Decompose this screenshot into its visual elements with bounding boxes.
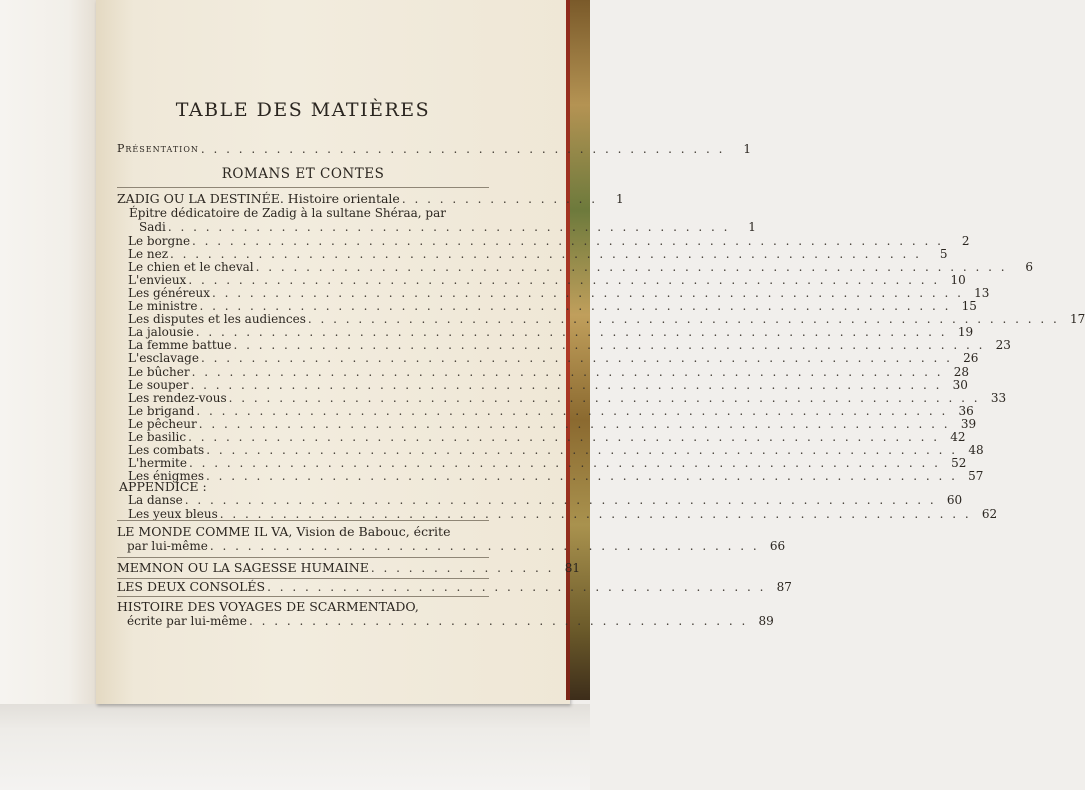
divider	[117, 596, 489, 597]
dot-leader: . . . . . . . . . . . . . . . . . . . . . . . . . . . . . . . . . . . . . . . . . . . .	[209, 539, 760, 553]
toc-chapter-entry	[128, 338, 1011, 353]
dot-leader: . . . . . . . . . . . . . . . .	[401, 192, 598, 206]
toc-entry-memnon	[117, 560, 580, 575]
dot-leader: . . . . . . . . . . . . . . . . . . . . . . . . . . . . . . . . . . . . . . . . . . . . . . . . . . . . . . . . . . . .	[206, 442, 958, 457]
chapter-page: 60	[946, 493, 963, 507]
chapter-page: 48	[968, 442, 984, 457]
chapter-label: Le nez	[128, 247, 169, 262]
dot-leader: . . . . . . . . . . . . . . . . . . . . . . . . . . . . . . . . . . . . . . . . . . . . . . . . . . . . . . . . . . . .	[212, 286, 964, 301]
chapter-page: 17	[1070, 312, 1085, 327]
entry-label: écrite par lui-même	[127, 614, 247, 628]
toc-chapter-entry	[128, 260, 1034, 275]
toc-chapter-entry	[128, 299, 977, 314]
appendice-heading: APPENDICE :	[119, 479, 207, 494]
chapter-page: 23	[995, 338, 1011, 353]
divider	[117, 520, 489, 521]
toc-chapter-entry	[128, 312, 1085, 327]
chapter-page: 15	[961, 299, 977, 314]
page-title: TABLE DES MATIÈRES	[175, 99, 431, 121]
chapter-label: Le souper	[128, 377, 189, 392]
dot-leader: . . . . . . . . . . . . . . . . . . . . . . . . . . . . . . . . . . . . . . . . . . . . . . . . . . . . . . . . . . . .	[219, 506, 972, 521]
dot-leader: . . . . . . . . . . . . . . . . . . . . . . . . . . . . . . . . . . . . . . . . . . . . . . . . . . . . . . . . . . . .	[196, 403, 948, 418]
toc-chapter-entry	[128, 273, 966, 288]
chapter-page: 36	[958, 403, 974, 418]
chapter-label: Le basilic	[128, 429, 187, 444]
dot-leader: . . . . . . . . . . . . . . . . . . . . . . . . . . . . . . . . . . . . . . . . . . . . .	[167, 220, 730, 234]
chapter-label: Les rendez-vous	[128, 390, 227, 405]
toc-chapter-entry	[128, 286, 990, 301]
chapter-label: L'envieux	[128, 273, 187, 288]
toc-chapter-entry	[128, 351, 979, 366]
toc-chapter-entry	[128, 416, 977, 431]
toc-entry-epitre-line1: Épitre dédicatoire de Zadig à la sultane Shéraa, par	[129, 206, 446, 220]
dot-leader: . . . . . . . . . . . . . . . . . . . . . . . . . . . . . . . . . . . . . . . . . . . . . . . . . . . . . . . . . . . .	[192, 234, 944, 248]
left-page	[0, 0, 98, 712]
dot-leader: . . . . . . . . . . . . . . . . . . . . . . . . . . . . . . . . . . . . . . . . . . . . . . . . . . . . . . . . . . . .	[255, 260, 1008, 275]
dot-leader: . . . . . . . . . . . . . . . . . . . . . . . . . . . . . . . . . . . . . . . .	[248, 614, 748, 628]
toc-chapter-entry	[128, 429, 966, 444]
divider	[117, 557, 489, 558]
chapter-label: L'esclavage	[128, 351, 199, 366]
dot-leader: . . . . . . . . . . . . . . . . . . . . . . . . . . . . . . . . . . . . . . . . . . . . . . . . . . . . . . . . . . . .	[195, 325, 948, 340]
entry-label: LES DEUX CONSOLÉS	[117, 579, 266, 594]
chapter-label: Le pêcheur	[128, 416, 197, 431]
chapter-label: Le borgne	[128, 234, 191, 248]
toc-entry-presentation	[117, 142, 751, 156]
chapter-page: 42	[950, 429, 966, 444]
chapter-label: La femme battue	[128, 338, 232, 353]
dot-leader: . . . . . . . . . . . . . . . . . . . . . . . . . . . . . . . . . . . . . . . . . . . . . . . . . . . . . . . . . . . .	[198, 416, 951, 431]
chapter-page: 5	[939, 247, 948, 262]
entry-label: Sadi	[139, 220, 166, 234]
dot-leader: . . . . . . . . . . . . . . . . . . . . . . . . . . . . . . . . . . . . . . . . . . . . . . . . . . . . . . . . . . . .	[188, 273, 940, 288]
chapter-label: Les énigmes	[128, 468, 205, 483]
dot-leader: . . . . . . . . . . . . . . . . . . . . . . . . . . . . . . . . . . . . . . . .	[267, 580, 766, 594]
dot-leader: . . . . . . . . . . . . . . .	[370, 561, 554, 575]
table-surface	[0, 704, 590, 790]
section-rule	[117, 187, 489, 188]
entry-page: 81	[564, 561, 580, 575]
dot-leader: . . . . . . . . . . . . . . . . . . . . . . . . . . . . . . . . . . . . . . . . . . . . . . . . . . . . . . . . . . . .	[200, 351, 953, 366]
toc-entry-monde	[127, 539, 786, 553]
chapter-label: Les yeux bleus	[128, 506, 218, 521]
entry-page: 1	[743, 142, 751, 156]
chapter-page: 52	[951, 455, 967, 470]
dot-leader: . . . . . . . . . . . . . . . . . . . . . . . . . . . . . . . . . . . . . . . . . . . . . . . . . . . . . . . . . . . .	[188, 455, 941, 470]
dot-leader: . . . . . . . . . . . . . . . . . . . . . . . . . . . . . . . . . . . . . . . . . . . . . . . . . . . . . . . . . . . .	[190, 377, 942, 392]
toc-chapter-entry	[128, 506, 998, 521]
chapter-label: Les disputes et les audiences	[128, 312, 306, 327]
chapter-page: 26	[963, 351, 979, 366]
chapter-page: 19	[957, 325, 974, 340]
toc-chapter-entry	[128, 493, 963, 507]
dot-leader: . . . . . . . . . . . . . . . . . . . . . . . . . . . . . . . . . . . . . . . . . . . . . . . . . . . . . . . . . . . .	[206, 468, 958, 483]
dot-leader: . . . . . . . . . . . . . . . . . . . . . . . . . . . . . . . . . . . . . . . . . . . . . . . . . . . . . . . . . . . .	[307, 312, 1060, 327]
toc-chapter-entry	[128, 247, 948, 262]
chapter-page: 10	[950, 273, 966, 288]
chapter-page: 33	[990, 390, 1007, 405]
chapter-page: 13	[974, 286, 990, 301]
entry-label: Présentation	[117, 142, 199, 155]
entry-page: 1	[615, 192, 624, 206]
toc-chapter-entry	[128, 403, 974, 418]
chapter-label: Le bûcher	[128, 364, 190, 379]
dot-leader: . . . . . . . . . . . . . . . . . . . . . . . . . . . . . . . . . . . . . . . . . . . . . . . . . . . . . . . . . . . .	[184, 493, 937, 507]
entry-page: 87	[776, 580, 792, 594]
chapter-label: Les généreux	[128, 286, 210, 301]
entry-page: 89	[758, 614, 774, 628]
toc-chapter-entry	[128, 455, 967, 470]
chapter-page: 62	[981, 506, 998, 521]
dot-leader: . . . . . . . . . . . . . . . . . . . . . . . . . . . . . . . . . . . . . . . . . . . . . . . . . . . . . . . . . . . .	[228, 390, 981, 405]
toc-entry-epitre	[139, 220, 756, 234]
chapter-label: Le brigand	[128, 403, 195, 418]
section-heading: ROMANS ET CONTES	[221, 166, 385, 182]
entry-page: 1	[748, 220, 756, 234]
toc-chapter-entry	[128, 442, 984, 457]
dot-leader: . . . . . . . . . . . . . . . . . . . . . . . . . . . . . . . . . . . . . . . . . . . . . . . . . . . . . . . . . . . .	[170, 247, 922, 262]
toc-entry-voyages-line1: HISTOIRE DES VOYAGES DE SCARMENTADO,	[117, 599, 419, 614]
toc-entry-consoles	[117, 579, 792, 594]
chapter-page: 57	[968, 468, 984, 483]
dot-leader: . . . . . . . . . . . . . . . . . . . . . . . . . . . . . . . . . . . . . . . . . . . . . . . . . . . . . . . . . . . .	[199, 299, 951, 314]
dot-leader: . . . . . . . . . . . . . . . . . . . . . . . . . . . . . . . . . . . . . . . . . . . . . . . . . . . . . . . . . . . .	[188, 429, 940, 444]
toc-entry-monde-line1: LE MONDE COMME IL VA, Vision de Babouc, écrite	[117, 524, 451, 539]
toc-chapter-entry	[128, 377, 968, 392]
chapter-label: La jalousie	[128, 325, 194, 340]
toc-chapter-entry	[128, 364, 970, 379]
entry-label: ZADIG OU LA DESTINÉE. Histoire orientale	[117, 191, 400, 206]
chapter-label: Les combats	[128, 442, 205, 457]
toc-entry-voyages	[127, 614, 774, 628]
toc-chapter-entry	[128, 234, 970, 248]
chapter-label: L'hermite	[128, 455, 187, 470]
chapter-label: La danse	[128, 493, 183, 507]
chapter-page: 28	[953, 364, 970, 379]
chapter-page: 2	[961, 234, 970, 248]
chapter-label: Le ministre	[128, 299, 198, 314]
entry-label: par lui-même	[127, 539, 208, 553]
toc-chapter-entry	[128, 325, 974, 340]
dot-leader: . . . . . . . . . . . . . . . . . . . . . . . . . . . . . . . . . . . . . . . . . .	[200, 142, 725, 156]
chapter-page: 30	[952, 377, 968, 392]
entry-label: MEMNON OU LA SAGESSE HUMAINE	[117, 560, 369, 575]
dot-leader: . . . . . . . . . . . . . . . . . . . . . . . . . . . . . . . . . . . . . . . . . . . . . . . . . . . . . . . . . . . .	[191, 364, 944, 379]
chapter-page: 6	[1025, 260, 1034, 275]
chapter-label: Le chien et le cheval	[128, 260, 254, 275]
dot-leader: . . . . . . . . . . . . . . . . . . . . . . . . . . . . . . . . . . . . . . . . . . . . . . . . . . . . . . . . . . . .	[233, 338, 985, 353]
entry-page: 66	[769, 539, 786, 553]
toc-chapter-entry	[128, 390, 1007, 405]
toc-entry-zadig	[117, 191, 624, 206]
chapter-page: 39	[960, 416, 977, 431]
